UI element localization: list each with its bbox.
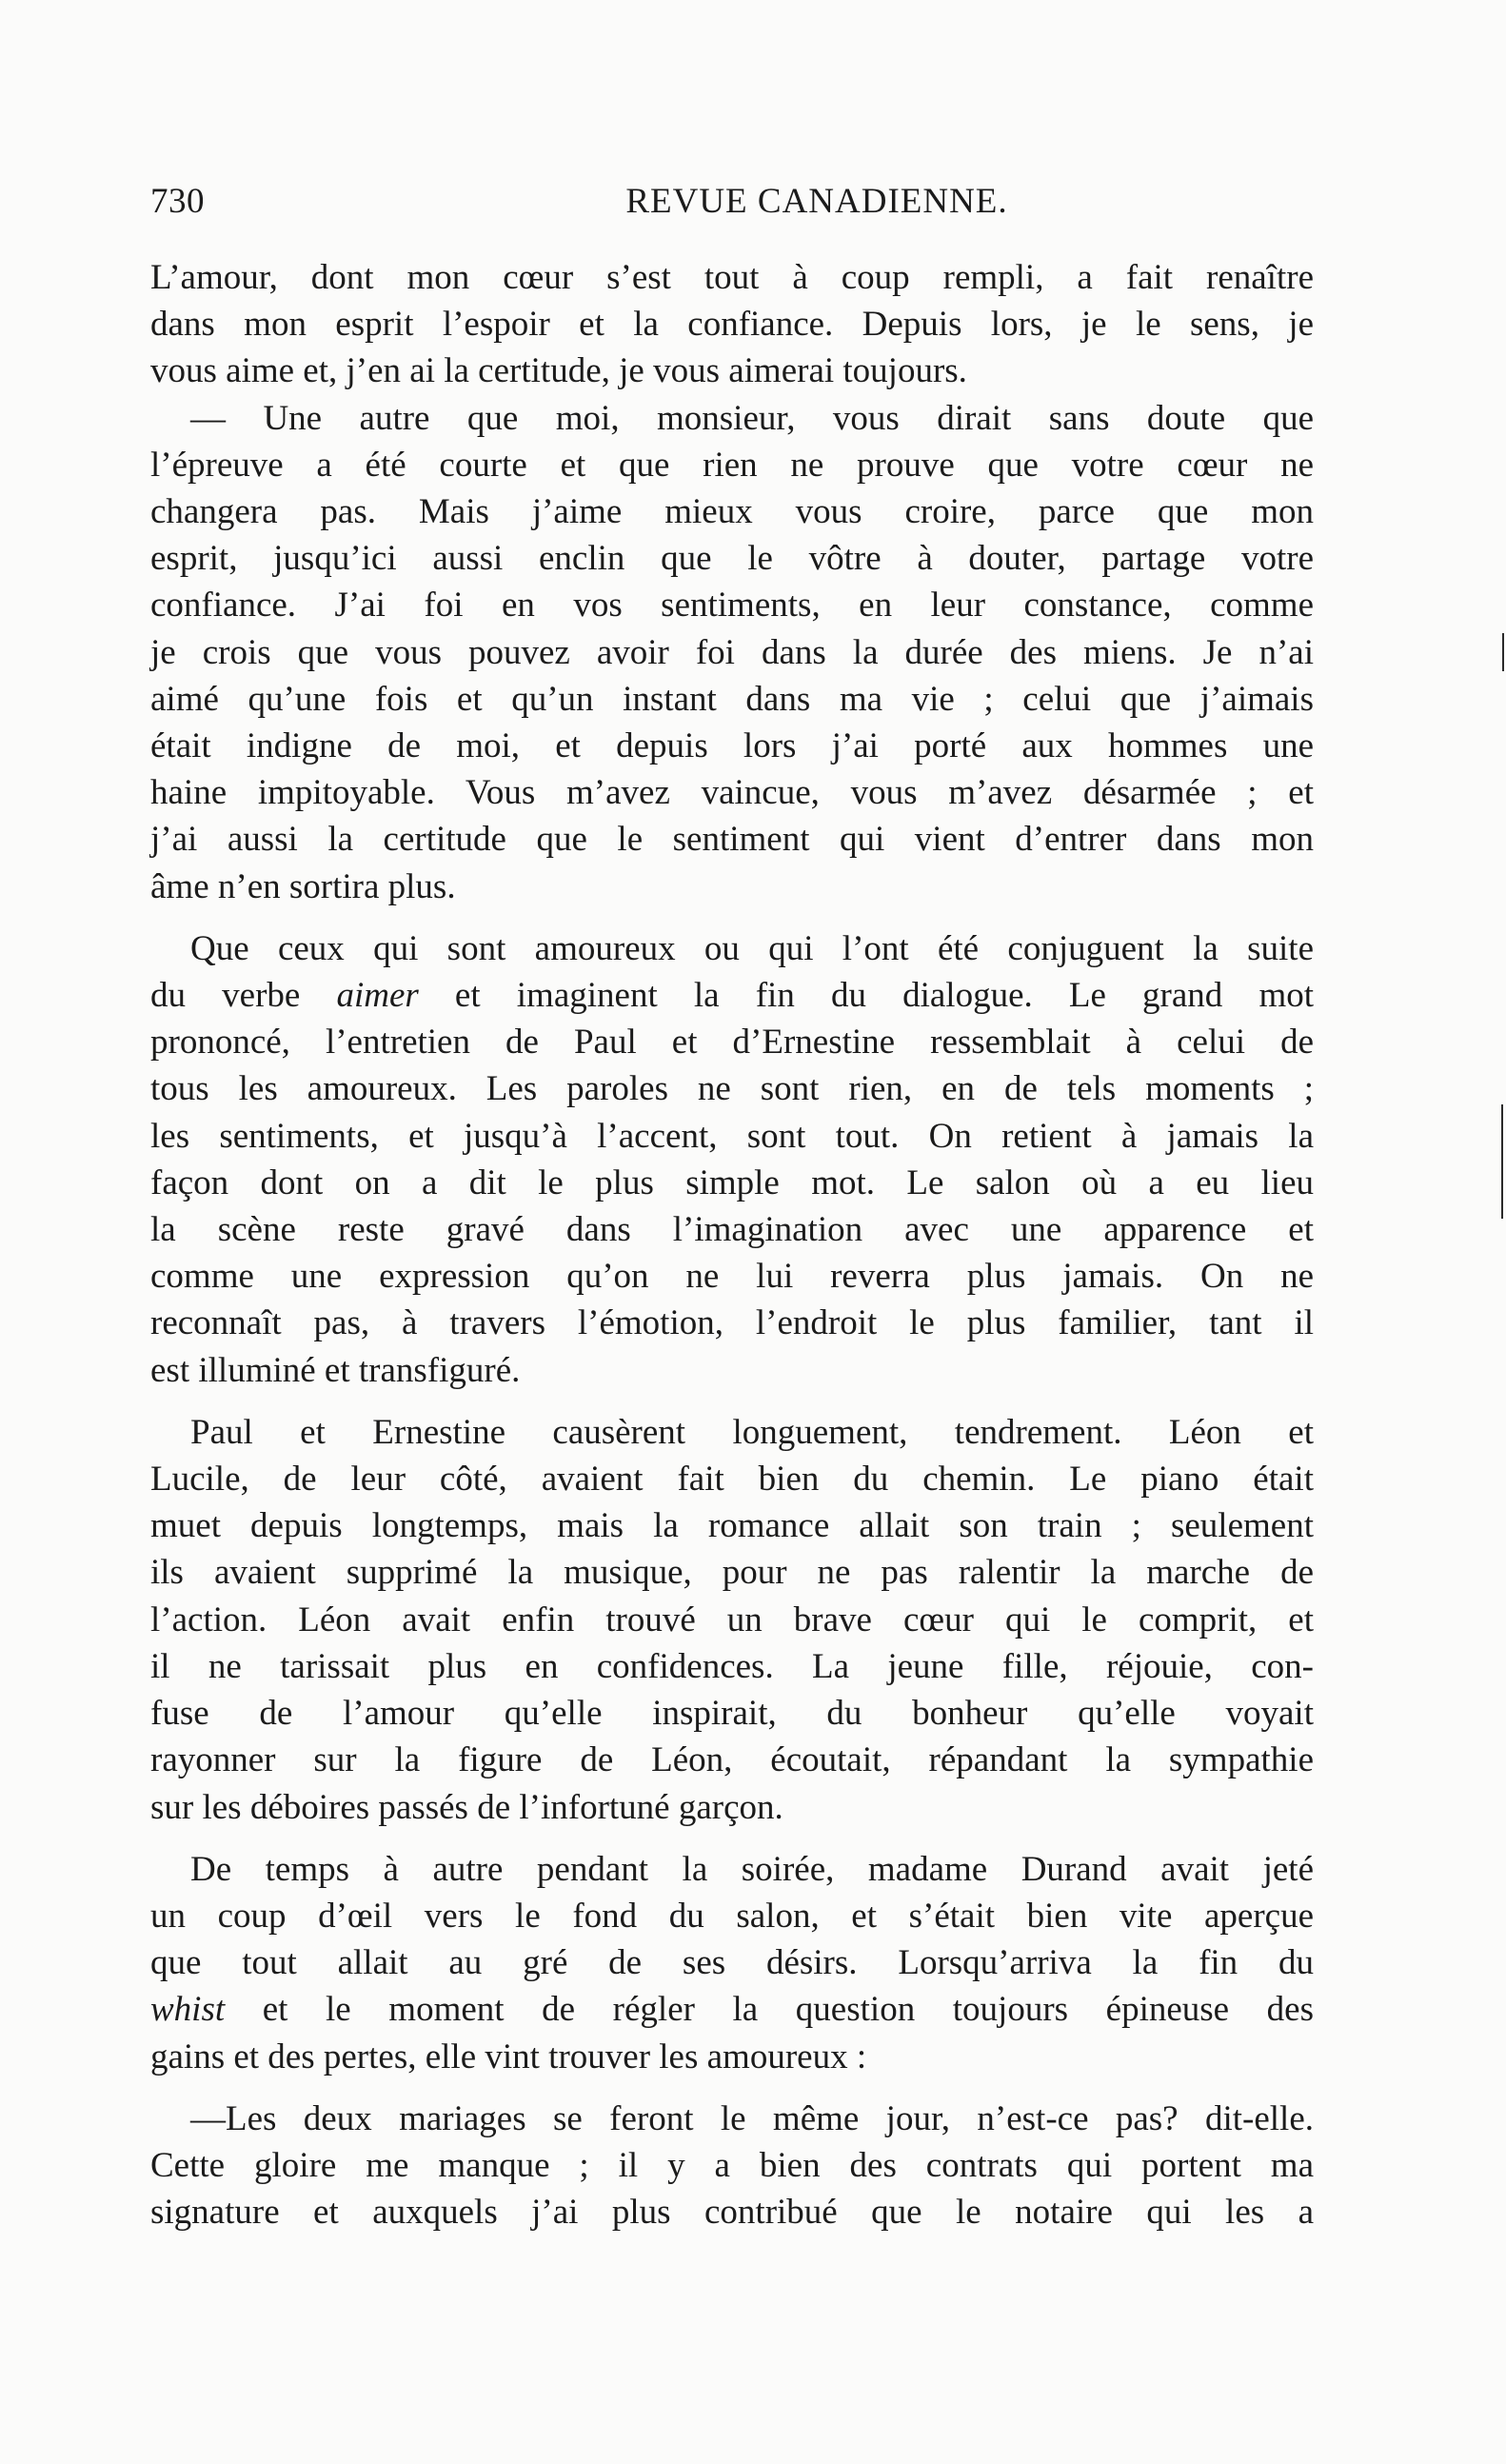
text-line: aimé qu’une fois et qu’un instant dans ma vie ; celui que j’aimais bbox=[150, 679, 1314, 719]
text-line: les sentiments, et jusqu’à l’accent, sont tout. On retient à jamais la bbox=[150, 1116, 1314, 1156]
text-line: il ne tarissait plus en confidences. La jeune fille, réjouie, con- bbox=[150, 1646, 1314, 1686]
text-line: fuse de l’amour qu’elle inspirait, du bonheur qu’elle voyait bbox=[150, 1694, 1314, 1734]
text-line: est illuminé et transfiguré. bbox=[150, 1350, 521, 1390]
text-line: Paul et Ernestine causèrent longuement, tendrement. Léon et bbox=[190, 1412, 1314, 1452]
text-line: façon dont on a dit le plus simple mot. Le salon où a eu lieu bbox=[150, 1162, 1314, 1202]
text-line: Cette gloire me manque ; il y a bien des contrats qui portent ma bbox=[150, 2145, 1314, 2185]
text-line: un coup d’œil vers le fond du salon, et s’était bien vite aperçue bbox=[150, 1896, 1314, 1936]
paragraph-5 bbox=[150, 1846, 1314, 2080]
paragraph-2 bbox=[150, 395, 1314, 910]
text-line: rayonner sur la figure de Léon, écoutait, répandant la sympathie bbox=[150, 1740, 1314, 1780]
paragraph-4 bbox=[150, 1409, 1314, 1831]
text-line: reconnaît pas, à travers l’émotion, l’endroit le plus familier, tant il bbox=[150, 1303, 1314, 1343]
text-line: l’action. Léon avait enfin trouvé un brave cœur qui le comprit, et bbox=[150, 1600, 1314, 1639]
body-text bbox=[150, 254, 1314, 2235]
text-line bbox=[150, 972, 1314, 1019]
text-line: âme n’en sortira plus. bbox=[150, 866, 456, 906]
paragraph-3 bbox=[150, 925, 1314, 1394]
text-line: esprit, jusqu’ici aussi enclin que le vôtre à douter, partage votre bbox=[150, 539, 1314, 579]
line-text: du verbe bbox=[150, 976, 301, 1016]
paragraph-1 bbox=[150, 254, 1314, 395]
text-line: —Les deux mariages se feront le même jour, n’est-ce pas? dit-elle. bbox=[190, 2098, 1314, 2138]
line-text: et imaginent la fin du dialogue. Le grand mot bbox=[454, 976, 1314, 1016]
text-line: tous les amoureux. Les paroles ne sont rien, en de tels moments ; bbox=[150, 1069, 1314, 1109]
text-line: je crois que vous pouvez avoir foi dans la durée des miens. Je n’ai bbox=[150, 632, 1314, 672]
text-line: Lucile, de leur côté, avaient fait bien du chemin. Le piano était bbox=[150, 1460, 1314, 1500]
italic-word: aimer bbox=[336, 976, 419, 1016]
text-line: j’ai aussi la certitude que le sentiment qui vient d’entrer dans mon bbox=[150, 820, 1314, 860]
page-number: 730 bbox=[150, 182, 205, 221]
running-head bbox=[150, 181, 1312, 229]
text-line: muet depuis longtemps, mais la romance allait son train ; seulement bbox=[150, 1506, 1314, 1546]
text-line: changera pas. Mais j’aime mieux vous croire, parce que mon bbox=[150, 492, 1314, 532]
text-line: l’épreuve a été courte et que rien ne prouve que votre cœur ne bbox=[150, 445, 1314, 485]
scan-artifact bbox=[1502, 633, 1504, 671]
text-line: haine impitoyable. Vous m’avez vaincue, vous m’avez désarmée ; et bbox=[150, 773, 1314, 813]
scan-artifact bbox=[1501, 1104, 1503, 1219]
text-line: signature et auxquels j’ai plus contribué que le notaire qui les a bbox=[150, 2193, 1314, 2233]
italic-word: whist bbox=[150, 1990, 226, 2030]
paragraph-6 bbox=[150, 2096, 1314, 2236]
text-line: Que ceux qui sont amoureux ou qui l’ont été conjuguent la suite bbox=[190, 928, 1314, 968]
text-line: vous aime et, j’en ai la certitude, je vous aimerai toujours. bbox=[150, 351, 967, 391]
journal-title: REVUE CANADIENNE. bbox=[625, 182, 1008, 221]
text-line: De temps à autre pendant la soirée, madame Durand avait jeté bbox=[190, 1849, 1314, 1889]
text-line: prononcé, l’entretien de Paul et d’Ernestine ressemblait à celui de bbox=[150, 1023, 1314, 1063]
text-line: ils avaient supprimé la musique, pour ne pas ralentir la marche de bbox=[150, 1553, 1314, 1593]
text-line: confiance. J’ai foi en vos sentiments, en leur constance, comme bbox=[150, 586, 1314, 626]
text-line: comme une expression qu’on ne lui reverra plus jamais. On ne bbox=[150, 1257, 1314, 1297]
text-line: sur les déboires passés de l’infortuné garçon. bbox=[150, 1787, 783, 1827]
text-line: dans mon esprit l’espoir et la confiance. Depuis lors, je le sens, je bbox=[150, 305, 1314, 345]
text-line: la scène reste gravé dans l’imagination avec une apparence et bbox=[150, 1210, 1314, 1250]
text-line: était indigne de moi, et depuis lors j’ai porté aux hommes une bbox=[150, 726, 1314, 766]
text-line: que tout allait au gré de ses désirs. Lorsqu’arriva la fin du bbox=[150, 1943, 1314, 1983]
text-line: — Une autre que moi, monsieur, vous dirait sans doute que bbox=[190, 398, 1314, 438]
text-line bbox=[150, 1986, 1314, 2033]
text-line: L’amour, dont mon cœur s’est tout à coup rempli, a fait renaître bbox=[150, 258, 1314, 297]
line-text: et le moment de régler la question toujours épineuse des bbox=[262, 1990, 1314, 2030]
text-line: gains et des pertes, elle vint trouver les amoureux : bbox=[150, 2037, 867, 2077]
